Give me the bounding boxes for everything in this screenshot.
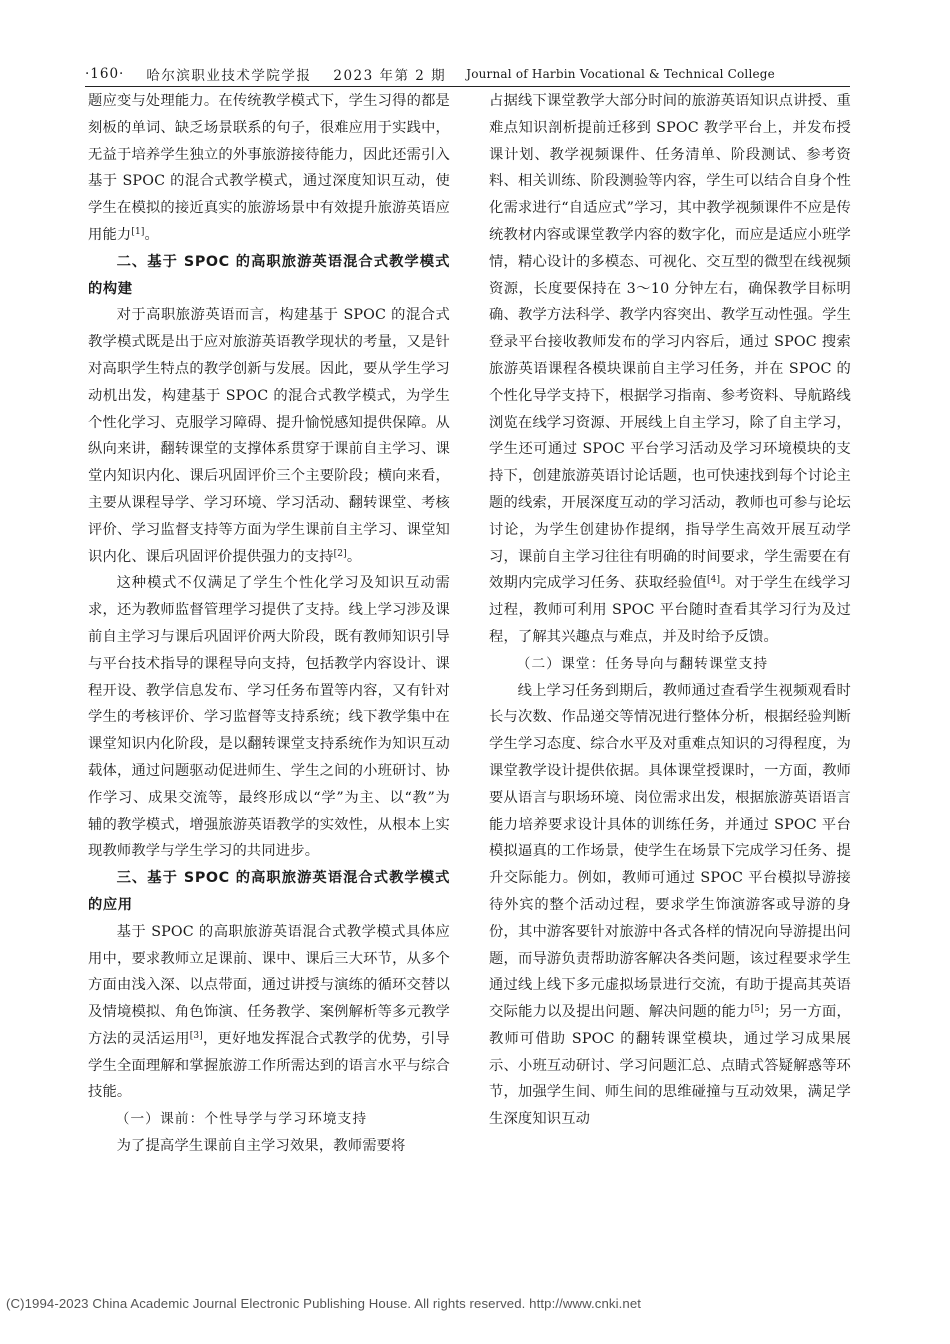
paragraph: 占据线下课堂教学大部分时间的旅游英语知识点讲授、重难点知识剖析提前迁移到 SPOC 教学平台上，并发布授课计划、教学视频课件、任务清单、阶段测试、参考资料、相关训练、阶段测验等内容，学生可以结合自身个性化需求进行“自适应式”学习，其中教学视频课件不应是传统教材内容或课堂教学内容的数字化，而应是适应小班学情，精心设计的多模态、可视化、交互型的微型在线视频资源，长度要保持在 3～10 分钟左右，确保教学目标明确、教学方法科学、教学内容突出、教学互动性强。学生登录平台接收教师发布的学习内容后，通过 SPOC 搜索旅游英语课程各模块课前自主学习任务，并在 SPOC 的个性化导学支持下，根据学习指南、参考资料、导航路线浏览在线学习资源、开展线上自主学习，除了自主学习，学生还可通过 SPOC 平台学习活动及学习环境模块的支持下，创建旅游英语讨论话题，也可快速找到每个讨论主题的线索，开展深度互动的学习活动，教师也可参与论坛讨论，为学生创建协作提纲，指导学生高效开展互动学习，课前自主学习往往有明确的时间要求，学生需要在有效期内完成学习任务、获取经验值[4]。对于学生在线学习过程，教师可利用 SPOC 平台随时查看其学习行为及过程，了解其兴趣点与难点，并及时给予反馈。 xyxy=(489,93,851,645)
left-column xyxy=(88,88,450,1160)
running-header xyxy=(85,62,850,87)
paragraph: 对于高职旅游英语而言，构建基于 SPOC 的混合式教学模式既是出于应对旅游英语教学现状的考量，又是针对高职学生特点的教学创新与发展。因此，要从学生学习动机出发，构建基于 SPOC 的混合式教学模式，为学生个性化学习、克服学习障碍、提升愉悦感知提供保障。从纵向来讲，翻转课堂的支撑体系贯穿于课前自主学习、课堂内知识内化、课后巩固评价三个主要阶段；横向来看，主要从课程导学、学习环境、学习活动、翻转课堂、考核评价、学习监督支持等方面为学生课前自主学习、课堂知识内化、课后巩固评价提供强力的支持[2]。 xyxy=(88,307,450,565)
issue-label: 2023 年第 2 期 xyxy=(333,68,447,84)
paragraph: 这种模式不仅满足了学生个性化学习及知识互动需求，还为教师监督管理学习提供了支持。线上学习涉及课前自主学习与课后巩固评价两大阶段，既有教师知识引导与平台技术指导的课程导向支持，包括教学内容设计、课程开设、教学信息发布、学习任务布置等内容，又有针对学生的考核评价、学习监督等支持系统；线下教学集中在课堂知识内化阶段，是以翻转课堂支持系统作为知识互动载体，通过问题驱动促进师生、学生之间的小班研讨、协作学习、成果交流等，最终形成以“学”为主、以“教”为辅的教学模式，增强旅游英语教学的实效性，从根本上实现教师教学与学生学习的共同进步。 xyxy=(88,575,450,860)
citation: [5] xyxy=(750,1004,764,1015)
page-number: ·160· xyxy=(85,66,125,82)
citation: [4] xyxy=(707,575,721,586)
copyright-footer: (C)1994-2023 China Academic Journal Electronic Publishing House. All rights reserved. http://www.cnki.net xyxy=(6,1296,642,1311)
section-heading: 二、基于 SPOC 的高职旅游英语混合式教学模式的构建 xyxy=(88,253,450,297)
citation: [1] xyxy=(131,226,145,237)
citation: [2] xyxy=(333,548,347,559)
paragraph: 题应变与处理能力。在传统教学模式下，学生习得的都是刻板的单词、缺乏场景联系的句子，很难应用于实践中，无益于培养学生独立的外事旅游接待能力，因此还需引入基于 SPOC 的混合式教学模式，通过深度知识互动，使学生在模拟的接近真实的旅游场景中有效提升旅游英语应用能力[1]。 xyxy=(88,93,450,243)
section-heading: 三、基于 SPOC 的高职旅游英语混合式教学模式的应用 xyxy=(88,870,450,913)
subsection-heading: （一）课前：个性导学与学习环境支持 xyxy=(115,1111,368,1128)
citation: [3] xyxy=(189,1030,203,1041)
subsection-heading: （二）课堂：任务导向与翻转课堂支持 xyxy=(516,655,769,672)
right-column xyxy=(489,88,851,1133)
paragraph: 为了提高学生课前自主学习效果，教师需要将 xyxy=(116,1138,406,1155)
paragraph: 线上学习任务到期后，教师通过查看学生视频观看时长与次数、作品递交等情况进行整体分析，根据经验判断学生学习态度、综合水平及对重难点知识的习得程度，为课堂教学设计提供依据。具体课堂授课时，一方面，教师要从语言与职场环境、岗位需求出发，根据旅游英语语言能力培养要求设计具体的训练任务，并通过 SPOC 平台模拟逼真的工作场景，使学生在场景下完成学习任务、提升交际能力。例如，教师可通过 SPOC 平台模拟导游接待外宾的整个活动过程，要求学生饰演游客或导游的身份，其中游客要针对旅游中各式各样的情况向导游提出问题，而导游负责帮助游客解决各类问题，该过程要求学生通过线上线下多元虚拟场景进行交流，有助于提高其英语交际能力以及提出问题、解决问题的能力[5]；另一方面，教师可借助 SPOC 的翻转课堂模块，通过学习成果展示、小班互动研讨、学习问题汇总、点睛式答疑解惑等环节，加强学生间、师生间的思维碰撞与互动效果，满足学生深度知识互动 xyxy=(489,682,851,1128)
journal-title-cn: 哈尔滨职业技术学院学报 xyxy=(146,68,312,84)
paragraph: 基于 SPOC 的高职旅游英语混合式教学模式具体应用中，要求教师立足课前、课中、课后三大环节，从多个方面由浅入深、以点带面，通过讲授与演练的循环交替以及情境模拟、角色饰演、任务教学、案例解析等多元教学方法的灵活运用[3]，更好地发挥混合式教学的优势，引导学生全面理解和掌握旅游工作所需达到的语言水平与综合技能。 xyxy=(88,923,450,1101)
journal-title-en: Journal of Harbin Vocational & Technical College xyxy=(466,67,775,81)
